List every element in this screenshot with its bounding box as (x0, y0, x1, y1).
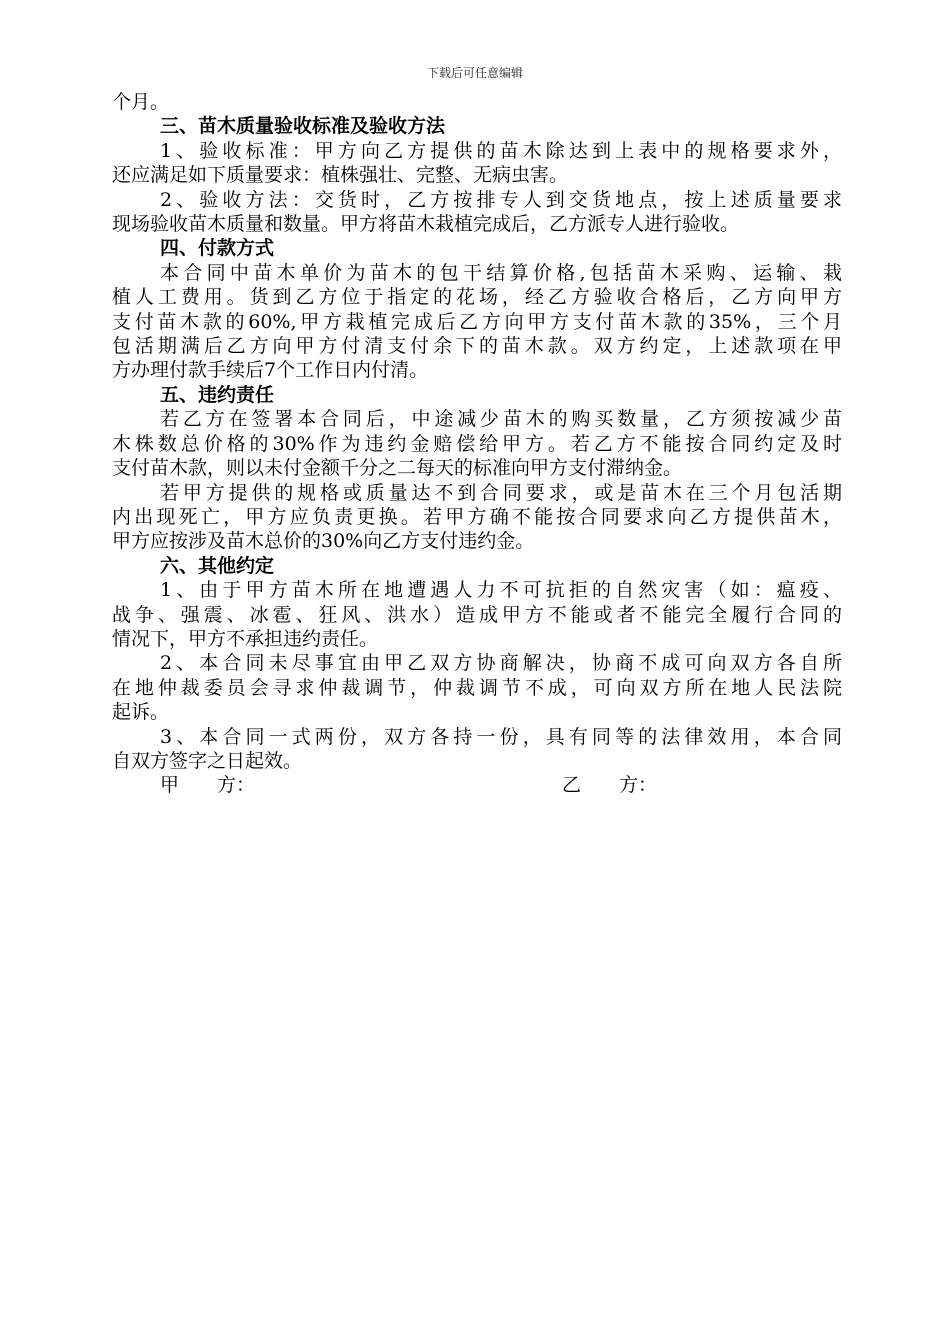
paragraph-line: 方办理付款手续后7个工作日内付清。 (112, 359, 429, 382)
paragraph-line: 本合同中苗木单价为苗木的包干结算价格,包括苗木采购、运输、栽 (160, 261, 842, 284)
page-header-note: 下载后可任意编辑 (426, 66, 523, 80)
contract-body (112, 90, 842, 798)
section-heading-liability: 五、违约责任 (160, 383, 275, 406)
section-heading-acceptance: 三、苗木质量验收标准及验收方法 (160, 115, 446, 138)
paragraph-line: 若甲方提供的规格或质量达不到合同要求，或是苗木在三个月包活期 (160, 481, 842, 504)
paragraph-line: 植人工费用。货到乙方位于指定的花场，经乙方验收合格后，乙方向甲方 (112, 286, 842, 309)
signature-row (112, 773, 842, 797)
paragraph-line: 2、本合同未尽事宜由甲乙双方协商解决，协商不成可向双方各自所 (160, 652, 842, 675)
paragraph-line: 支付苗木款的60%,甲方栽植完成后乙方向甲方支付苗木款的35%，三个月 (112, 310, 842, 333)
section-heading-payment: 四、付款方式 (160, 237, 275, 260)
paragraph-line: 自双方签字之日起效。 (112, 749, 303, 772)
paragraph-line: 包活期满后乙方向甲方付清支付余下的苗木款。双方约定，上述款项在甲 (112, 335, 842, 358)
section-heading-other: 六、其他约定 (160, 554, 275, 577)
paragraph-line: 起诉。 (112, 701, 170, 724)
paragraph-line: 内出现死亡，甲方应负责更换。若甲方确不能按合同要求向乙方提供苗木， (112, 505, 842, 528)
party-b-signature-label: 乙 方： (562, 774, 658, 797)
paragraph-line: 2、验收方法：交货时，乙方按排专人到交货地点，按上述质量要求 (160, 188, 842, 211)
paragraph-line: 甲方应按涉及苗木总价的30%向乙方支付违约金。 (112, 530, 535, 553)
paragraph-line: 情况下，甲方不承担违约责任。 (112, 627, 379, 650)
paragraph-line: 还应满足如下质量要求：植株强壮、完整、无病虫害。 (112, 164, 569, 187)
party-a-signature-label: 甲 方： (160, 774, 256, 797)
paragraph-line: 3、本合同一式两份，双方各持一份，具有同等的法律效用，本合同 (160, 725, 842, 748)
paragraph-line: 木株数总价格的30%作为违约金赔偿给甲方。若乙方不能按合同约定及时 (112, 432, 842, 455)
paragraph-line: 在地仲裁委员会寻求仲裁调节，仲裁调节不成，可向双方所在地人民法院 (112, 676, 842, 699)
paragraph-line: 现场验收苗木质量和数量。甲方将苗木栽植完成后，乙方派专人进行验收。 (112, 213, 740, 236)
paragraph-line: 1、验收标准：甲方向乙方提供的苗木除达到上表中的规格要求外， (160, 139, 842, 162)
paragraph-line: 战争、强震、冰雹、狂风、洪水）造成甲方不能或者不能完全履行合同的 (112, 603, 842, 626)
paragraph-line: 若乙方在签署本合同后，中途减少苗木的购买数量，乙方须按减少苗 (160, 408, 842, 431)
paragraph-line: 1、由于甲方苗木所在地遭遇人力不可抗拒的自然灾害（如：瘟疫、 (160, 579, 842, 602)
continuation-line: 个月。 (112, 91, 170, 113)
paragraph-line: 支付苗木款，则以未付金额千分之二每天的标准向甲方支付滞纳金。 (112, 457, 683, 480)
